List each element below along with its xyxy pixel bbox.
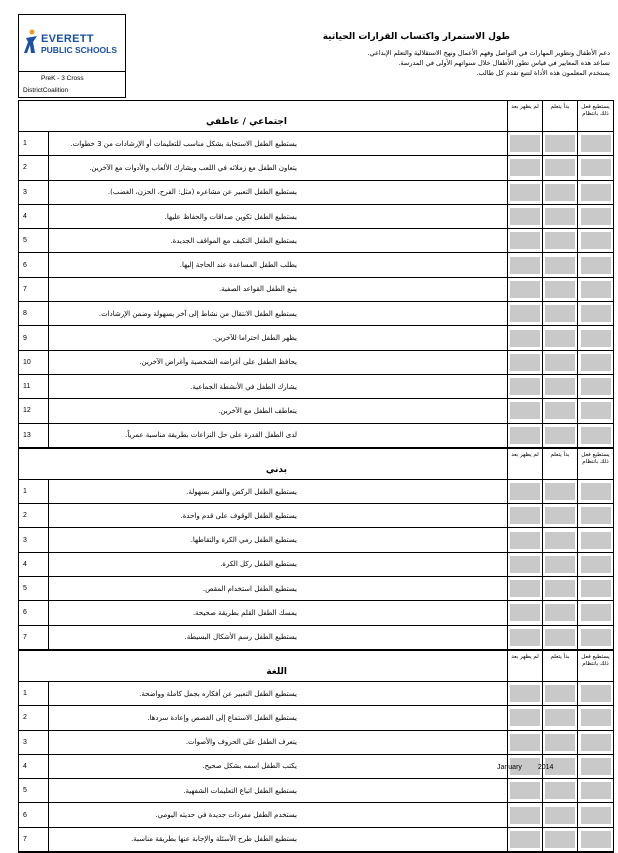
- rating-cell: [508, 706, 543, 729]
- rating-cell: [578, 803, 613, 826]
- rating-checkbox[interactable]: [581, 378, 611, 395]
- rating-cell: [578, 626, 613, 649]
- rating-cell: [508, 553, 543, 576]
- row-number: 2: [19, 504, 49, 527]
- rating-cell: [578, 326, 613, 349]
- table-row: [19, 706, 613, 730]
- row-statement: يستطيع الطفل الانتقال من نشاط إلى آخر بسهولة وضمن الإرشادات.: [49, 302, 508, 325]
- table-row: [19, 375, 613, 399]
- rating-checkbox[interactable]: [510, 402, 540, 419]
- rating-checkbox[interactable]: [545, 556, 575, 573]
- table-row: [19, 504, 613, 528]
- rating-checkbox[interactable]: [581, 685, 611, 702]
- row-statement: يمسك الطفل القلم بطريقة صحيحة.: [49, 601, 508, 624]
- rating-cell: [578, 181, 613, 204]
- rating-checkbox[interactable]: [545, 709, 575, 726]
- rating-cell: [543, 553, 578, 576]
- rating-checkbox[interactable]: [510, 556, 540, 573]
- rating-cell: [543, 253, 578, 276]
- row-statement: يشارك الطفل في الأنشطة الجماعية.: [49, 375, 508, 398]
- rating-checkbox[interactable]: [581, 184, 611, 201]
- row-number: 7: [19, 626, 49, 649]
- row-number: 5: [19, 229, 49, 252]
- footer-date: [497, 764, 567, 771]
- rating-checkbox[interactable]: [545, 159, 575, 176]
- row-number: 8: [19, 302, 49, 325]
- logo-box: [18, 14, 126, 98]
- rating-cell: [578, 755, 613, 778]
- rating-checkbox[interactable]: [581, 604, 611, 621]
- rating-cell: [508, 351, 543, 374]
- rating-cell: [578, 601, 613, 624]
- rating-cell: [543, 504, 578, 527]
- rating-checkbox[interactable]: [581, 427, 611, 444]
- rating-cell: [508, 626, 543, 649]
- rating-checkbox[interactable]: [581, 354, 611, 371]
- row-statement: يستطيع الطفل الاستماع إلى القصص وإعادة سردها.: [49, 706, 508, 729]
- rating-checkbox[interactable]: [510, 305, 540, 322]
- row-statement: يستطيع الطفل التكيف مع المواقف الجديدة.: [49, 229, 508, 252]
- row-statement: يتعاون الطفل مع زملائه في اللعب ويشارك الألعاب والأدوات مع الآخرين.: [49, 156, 508, 179]
- rating-column-header: يستطيع فعل ذلك بانتظام: [581, 451, 610, 465]
- rating-cell: [508, 828, 543, 851]
- row-number: 12: [19, 399, 49, 422]
- row-statement: يستطيع الطفل اتباع التعليمات الشفهية.: [49, 779, 508, 802]
- row-statement: يستخدم الطفل مفردات جديدة في حديثه اليومي.: [49, 803, 508, 826]
- rating-checkbox[interactable]: [545, 629, 575, 646]
- rating-cell: [578, 528, 613, 551]
- rating-cell: [578, 731, 613, 754]
- rating-checkbox[interactable]: [545, 807, 575, 824]
- rating-checkbox[interactable]: [581, 709, 611, 726]
- rating-cell: [543, 803, 578, 826]
- rating-cell: [578, 828, 613, 851]
- row-number: 13: [19, 424, 49, 447]
- row-number: 5: [19, 577, 49, 600]
- rating-checkbox[interactable]: [545, 734, 575, 751]
- rating-cell: [508, 731, 543, 754]
- row-statement: يطلب الطفل المساعدة عند الحاجة إليها.: [49, 253, 508, 276]
- table-row: [19, 181, 613, 205]
- rating-checkbox[interactable]: [510, 208, 540, 225]
- rating-checkbox[interactable]: [581, 734, 611, 751]
- table-row: [19, 601, 613, 625]
- row-number: 4: [19, 755, 49, 778]
- table-row: [19, 480, 613, 504]
- table-row: [19, 553, 613, 577]
- row-statement: يستطيع الطفل استخدام المقص.: [49, 577, 508, 600]
- rating-checkbox[interactable]: [545, 184, 575, 201]
- rating-checkbox[interactable]: [545, 330, 575, 347]
- table-row: [19, 803, 613, 827]
- section-header: [19, 651, 613, 682]
- section-title: بدني: [265, 464, 287, 475]
- table-row: [19, 731, 613, 755]
- row-number: 7: [19, 828, 49, 851]
- rating-cell: [578, 278, 613, 301]
- intro-line: دعم الأطفال وتطوير المهارات في التواصل وفهم الأعمال ونهج الاستقلالية والتعلم الإبداعي.: [367, 49, 610, 57]
- rating-checkbox[interactable]: [581, 758, 611, 775]
- rating-checkbox[interactable]: [581, 532, 611, 549]
- rating-cell: [543, 779, 578, 802]
- row-number: 10: [19, 351, 49, 374]
- rating-cell: [543, 278, 578, 301]
- rating-checkbox[interactable]: [510, 281, 540, 298]
- row-number: 6: [19, 803, 49, 826]
- intro-line: تساعد هذه المعايير في قياس تطور الأطفال خلال سنواتهم الأولى في المدرسة.: [398, 59, 610, 67]
- section-title: اللغة: [266, 666, 287, 677]
- rating-cell: [508, 577, 543, 600]
- row-statement: يستطيع الطفل الاستجابة بشكل مناسب للتعليمات أو الإرشادات من 3 خطوات.: [49, 132, 508, 155]
- rating-cell: [508, 205, 543, 228]
- rating-checkbox[interactable]: [510, 685, 540, 702]
- rating-column-header: يستطيع فعل ذلك بانتظام: [581, 104, 610, 117]
- rating-cell: [508, 424, 543, 447]
- row-number: 4: [19, 205, 49, 228]
- row-number: 6: [19, 253, 49, 276]
- table-row: [19, 528, 613, 552]
- table-row: [19, 278, 613, 302]
- rating-cell: [508, 181, 543, 204]
- row-statement: لدى الطفل القدرة على حل النزاعات بطريقة مناسبة عمرياً.: [49, 424, 508, 447]
- rating-checkbox[interactable]: [581, 580, 611, 597]
- rating-cell: [543, 601, 578, 624]
- rating-cell: [508, 302, 543, 325]
- rating-cell: [508, 779, 543, 802]
- section: [18, 448, 614, 650]
- row-number: 3: [19, 528, 49, 551]
- row-statement: يستطيع الطفل التعبير عن أفكاره بجمل كاملة وواضحة.: [49, 682, 508, 705]
- table-row: [19, 253, 613, 277]
- rating-cell: [578, 706, 613, 729]
- row-number: 1: [19, 132, 49, 155]
- rating-checkbox[interactable]: [581, 782, 611, 799]
- rating-checkbox[interactable]: [581, 257, 611, 274]
- section-title-cell: [19, 449, 508, 479]
- rating-checkbox[interactable]: [545, 281, 575, 298]
- rating-cell: [578, 424, 613, 447]
- rating-column-header: بدأ يتعلم: [543, 101, 578, 131]
- footer-month: January: [497, 764, 522, 771]
- row-statement: يظهر الطفل احتراما للآخرين.: [49, 326, 508, 349]
- rating-checkbox[interactable]: [510, 604, 540, 621]
- page-title: طول الاستمرار واكتساب القرارات الحياتية: [322, 32, 510, 42]
- rating-cell: [578, 253, 613, 276]
- rating-checkbox[interactable]: [510, 232, 540, 249]
- row-statement: يحافظ الطفل على أغراضه الشخصية وأغراض الآخرين.: [49, 351, 508, 374]
- rating-checkbox[interactable]: [581, 831, 611, 848]
- row-number: 4: [19, 553, 49, 576]
- rating-cell: [508, 278, 543, 301]
- rating-checkbox[interactable]: [510, 330, 540, 347]
- table-row: [19, 229, 613, 253]
- rating-cell: [578, 132, 613, 155]
- rating-checkbox[interactable]: [510, 629, 540, 646]
- table-row: [19, 351, 613, 375]
- rating-checkbox[interactable]: [581, 807, 611, 824]
- rating-cell: [578, 779, 613, 802]
- rating-cell: [543, 375, 578, 398]
- rating-checkbox[interactable]: [545, 135, 575, 152]
- rating-cell: [543, 229, 578, 252]
- rating-cell: [578, 229, 613, 252]
- rating-checkbox[interactable]: [581, 556, 611, 573]
- logo-subtitle: PUBLIC SCHOOLS: [41, 45, 118, 55]
- rating-cell: [578, 553, 613, 576]
- row-statement: يتعرف الطفل على الحروف والأصوات.: [49, 731, 508, 754]
- grade-label: PreK - 3 Cross: [41, 75, 84, 82]
- rating-checkbox[interactable]: [545, 257, 575, 274]
- rating-checkbox[interactable]: [545, 580, 575, 597]
- row-number: 2: [19, 156, 49, 179]
- rating-checkbox[interactable]: [545, 685, 575, 702]
- table-row: [19, 302, 613, 326]
- rating-cell: [508, 803, 543, 826]
- sections-container: [18, 100, 614, 853]
- figure-logo-icon: [24, 29, 38, 55]
- rating-cell: [543, 399, 578, 422]
- row-statement: يستطيع الطفل ركل الكرة.: [49, 553, 508, 576]
- row-number: 1: [19, 682, 49, 705]
- rating-column-header: لم يظهر بعد: [508, 449, 543, 479]
- footer-year: 2014: [537, 764, 554, 771]
- rating-checkbox[interactable]: [545, 483, 575, 500]
- row-statement: يستطيع الطفل الركض والقفز بسهولة.: [49, 480, 508, 503]
- rating-cell: [508, 682, 543, 705]
- row-number: 6: [19, 601, 49, 624]
- intro-text: [180, 48, 610, 78]
- rating-cell: [508, 601, 543, 624]
- row-statement: يتبع الطفل القواعد الصفية.: [49, 278, 508, 301]
- row-number: 2: [19, 706, 49, 729]
- rating-column-header: بدأ يتعلم: [543, 449, 578, 479]
- intro-line: يستخدم المعلمون هذه الأداة لتتبع تقدم كل طالب.: [476, 69, 610, 77]
- rating-cell: [543, 181, 578, 204]
- row-number: 3: [19, 181, 49, 204]
- rating-checkbox[interactable]: [545, 402, 575, 419]
- section-header: [19, 101, 613, 132]
- rating-checkbox[interactable]: [510, 378, 540, 395]
- section-title-cell: [19, 101, 508, 131]
- rating-checkbox[interactable]: [510, 807, 540, 824]
- rating-cell: [543, 424, 578, 447]
- table-row: [19, 424, 613, 448]
- rating-cell: [578, 577, 613, 600]
- rating-checkbox[interactable]: [510, 782, 540, 799]
- rating-cell: [543, 351, 578, 374]
- row-statement: يستطيع الطفل رسم الأشكال البسيطة.: [49, 626, 508, 649]
- rating-cell: [508, 253, 543, 276]
- section-title-cell: [19, 651, 508, 681]
- rating-checkbox[interactable]: [510, 507, 540, 524]
- section-header: [19, 449, 613, 480]
- rating-cell: [508, 326, 543, 349]
- rating-checkbox[interactable]: [581, 402, 611, 419]
- rating-cell: [578, 205, 613, 228]
- rating-cell: [578, 682, 613, 705]
- row-number: 5: [19, 779, 49, 802]
- table-row: [19, 399, 613, 423]
- rating-checkbox[interactable]: [545, 532, 575, 549]
- rating-checkbox[interactable]: [581, 135, 611, 152]
- rating-column-header: يستطيع فعل ذلك بانتظام: [581, 653, 610, 667]
- rating-cell: [543, 132, 578, 155]
- rating-checkbox[interactable]: [581, 281, 611, 298]
- rating-checkbox[interactable]: [545, 782, 575, 799]
- rating-checkbox[interactable]: [545, 427, 575, 444]
- table-row: [19, 577, 613, 601]
- rating-checkbox[interactable]: [510, 532, 540, 549]
- row-number: 9: [19, 326, 49, 349]
- rating-cell: [578, 480, 613, 503]
- row-number: 7: [19, 278, 49, 301]
- rating-cell: [508, 229, 543, 252]
- row-number: 3: [19, 731, 49, 754]
- rating-checkbox[interactable]: [581, 232, 611, 249]
- coalition-label: DistrictCoalition: [23, 87, 69, 94]
- rating-checkbox[interactable]: [581, 159, 611, 176]
- section: [18, 650, 614, 852]
- rating-cell: [578, 375, 613, 398]
- table-row: [19, 828, 613, 852]
- table-row: [19, 626, 613, 650]
- rating-checkbox[interactable]: [581, 629, 611, 646]
- rating-checkbox[interactable]: [581, 507, 611, 524]
- rating-checkbox[interactable]: [510, 709, 540, 726]
- row-number: 1: [19, 480, 49, 503]
- rating-checkbox[interactable]: [545, 378, 575, 395]
- rating-checkbox[interactable]: [545, 604, 575, 621]
- rating-checkbox[interactable]: [581, 208, 611, 225]
- rating-cell: [543, 731, 578, 754]
- row-statement: يستطيع الطفل تكوين صداقات والحفاظ عليها.: [49, 205, 508, 228]
- form-header: [18, 14, 614, 98]
- rating-cell: [543, 682, 578, 705]
- rating-cell: [578, 504, 613, 527]
- rating-checkbox[interactable]: [510, 354, 540, 371]
- rating-cell: [508, 399, 543, 422]
- rating-checkbox[interactable]: [510, 159, 540, 176]
- rating-checkbox[interactable]: [545, 507, 575, 524]
- rating-checkbox[interactable]: [510, 184, 540, 201]
- row-statement: يستطيع الطفل رمي الكرة والتقاطها.: [49, 528, 508, 551]
- rating-cell: [508, 375, 543, 398]
- rating-cell: [543, 577, 578, 600]
- table-row: [19, 205, 613, 229]
- rating-checkbox[interactable]: [545, 354, 575, 371]
- rating-column-header: لم يظهر بعد: [508, 101, 543, 131]
- rating-checkbox[interactable]: [581, 330, 611, 347]
- rating-cell: [543, 626, 578, 649]
- row-statement: يستطيع الطفل التعبير عن مشاعره (مثل: الفرح، الحزن، الغضب).: [49, 181, 508, 204]
- rating-checkbox[interactable]: [510, 257, 540, 274]
- rating-cell: [543, 480, 578, 503]
- row-statement: يستطيع الطفل طرح الأسئلة والإجابة عنها بطريقة مناسبة.: [49, 828, 508, 851]
- rating-checkbox[interactable]: [510, 427, 540, 444]
- rating-cell: [543, 528, 578, 551]
- logo-name: EVERETT: [41, 33, 94, 45]
- rating-cell: [543, 156, 578, 179]
- row-number: 11: [19, 375, 49, 398]
- rating-checkbox[interactable]: [510, 831, 540, 848]
- rating-checkbox[interactable]: [545, 831, 575, 848]
- rating-checkbox[interactable]: [510, 734, 540, 751]
- rating-cell: [543, 302, 578, 325]
- rating-cell: [543, 828, 578, 851]
- rating-cell: [508, 132, 543, 155]
- logo-area: [19, 15, 125, 72]
- table-row: [19, 326, 613, 350]
- rating-checkbox[interactable]: [545, 232, 575, 249]
- rating-cell: [578, 302, 613, 325]
- rating-checkbox[interactable]: [581, 305, 611, 322]
- rating-cell: [543, 205, 578, 228]
- rating-cell: [543, 326, 578, 349]
- assessment-form: [18, 14, 614, 853]
- rating-cell: [578, 156, 613, 179]
- rating-cell: [508, 480, 543, 503]
- section-title: اجتماعي / عاطفي: [205, 117, 287, 127]
- rating-column-header: بدأ يتعلم: [543, 651, 578, 681]
- rating-cell: [508, 504, 543, 527]
- rating-cell: [543, 706, 578, 729]
- rating-checkbox[interactable]: [510, 135, 540, 152]
- rating-checkbox[interactable]: [545, 305, 575, 322]
- table-row: [19, 132, 613, 156]
- rating-checkbox[interactable]: [510, 483, 540, 500]
- section: [18, 100, 614, 448]
- rating-cell: [508, 528, 543, 551]
- table-row: [19, 156, 613, 180]
- rating-cell: [578, 399, 613, 422]
- rating-checkbox[interactable]: [510, 580, 540, 597]
- table-row: [19, 682, 613, 706]
- rating-cell: [578, 351, 613, 374]
- rating-checkbox[interactable]: [545, 208, 575, 225]
- rating-cell: [508, 156, 543, 179]
- row-statement: يكتب الطفل اسمه بشكل صحيح.: [49, 755, 508, 778]
- rating-column-header: لم يظهر بعد: [508, 651, 543, 681]
- row-statement: يستطيع الطفل الوقوف على قدم واحدة.: [49, 504, 508, 527]
- rating-checkbox[interactable]: [581, 483, 611, 500]
- row-statement: يتعاطف الطفل مع الآخرين.: [49, 399, 508, 422]
